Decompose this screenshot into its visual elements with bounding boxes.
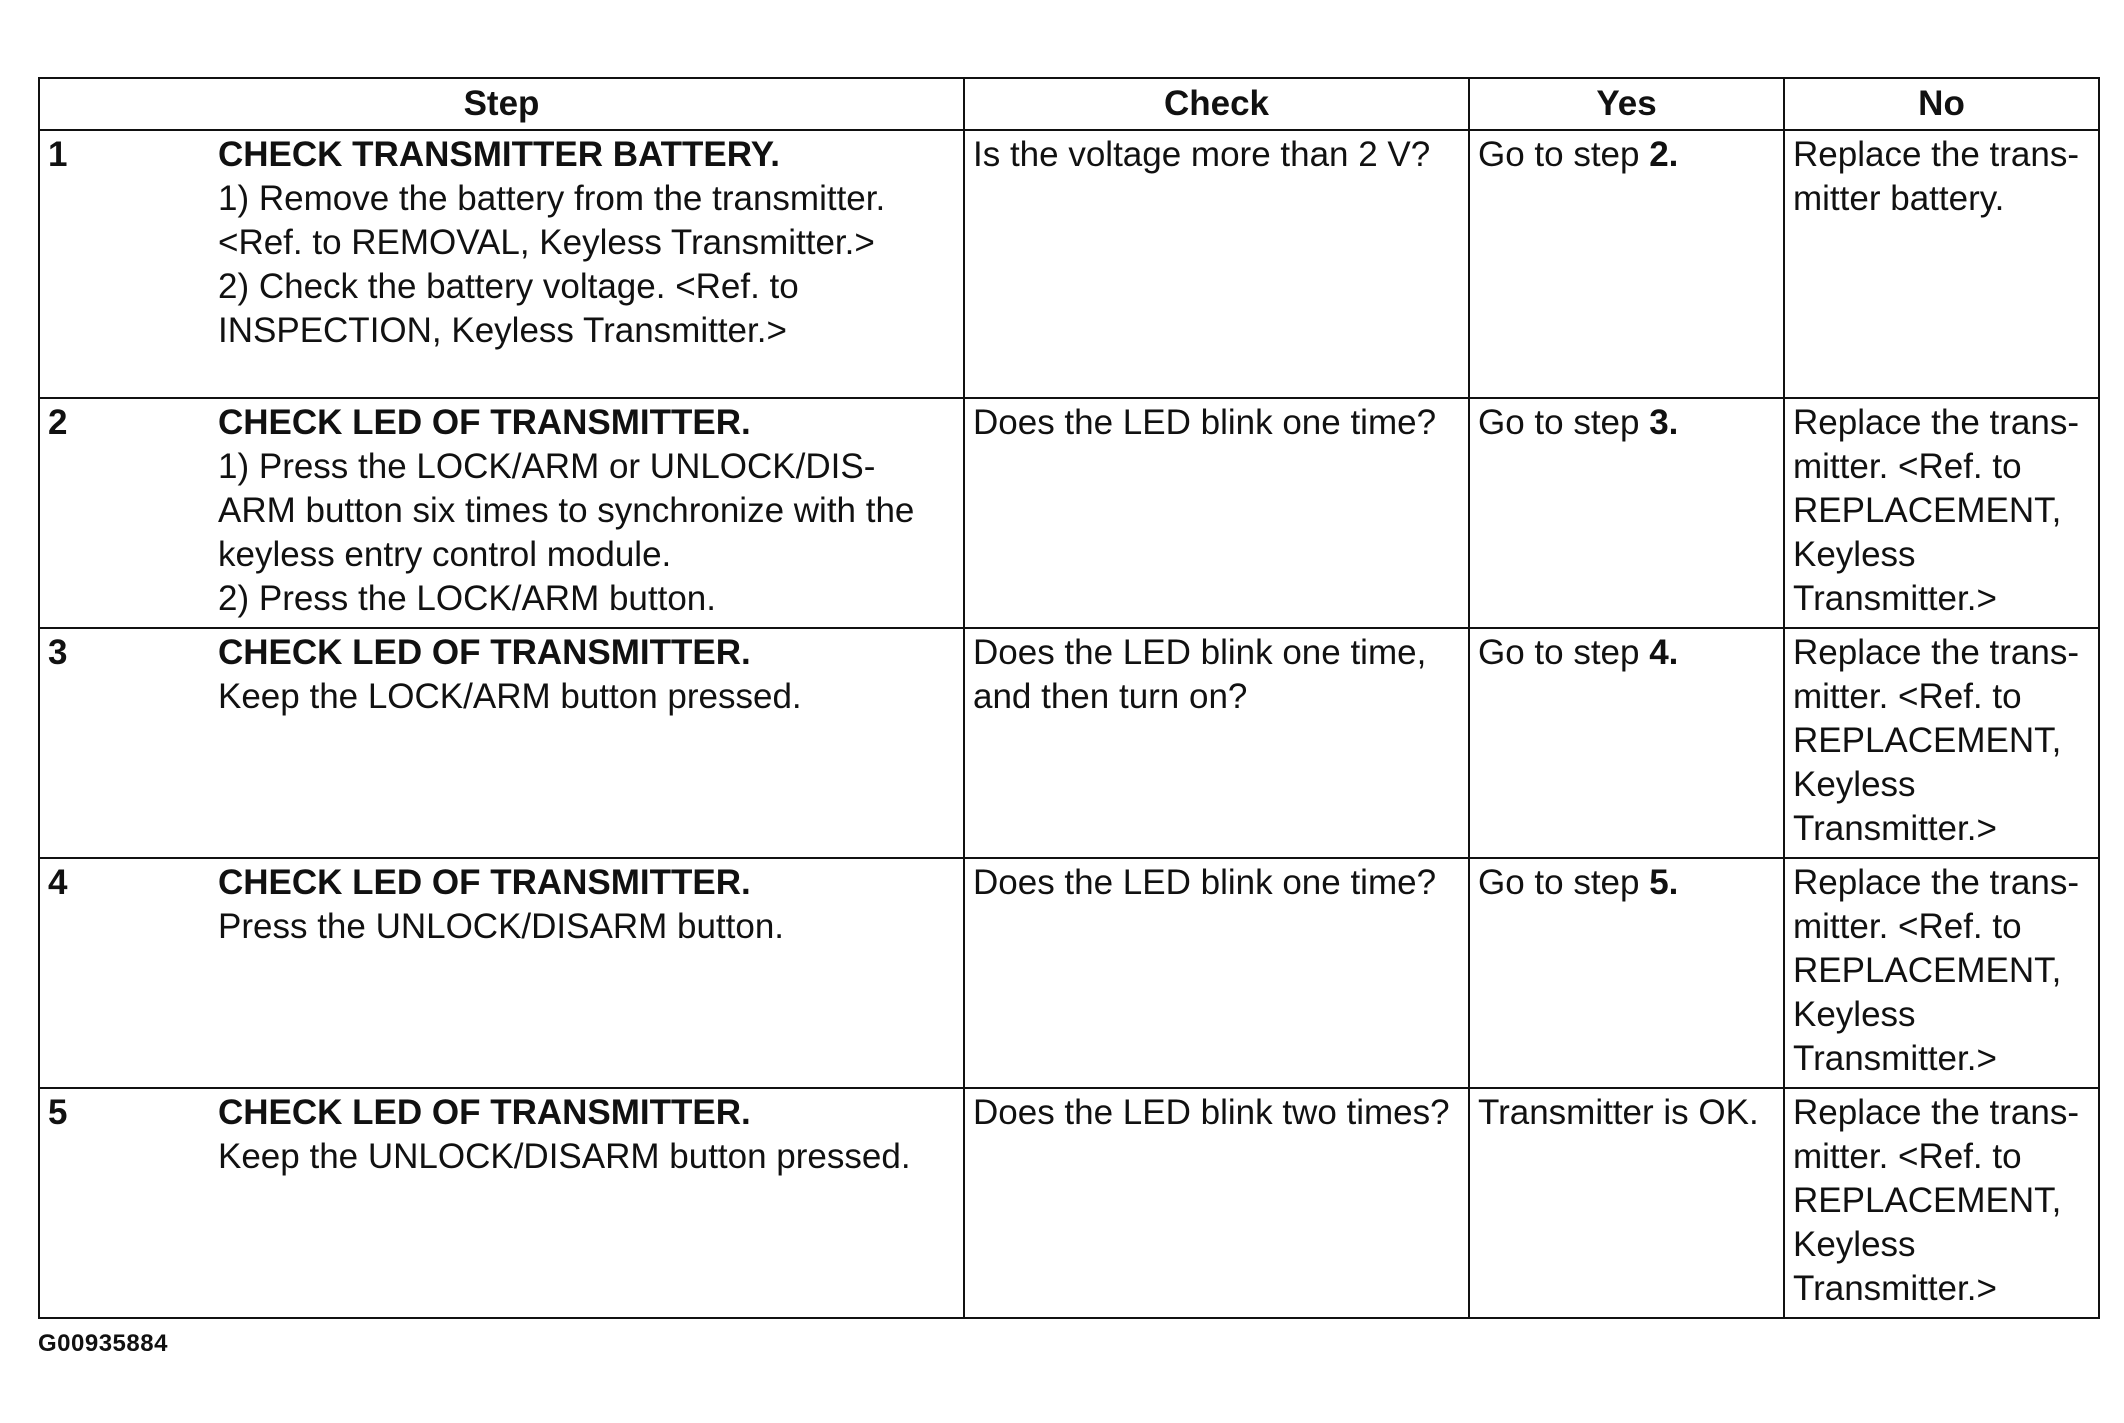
table-row bbox=[39, 628, 2099, 858]
step-instruction: <Ref. to REMOVAL, Keyless Transmitter.> bbox=[218, 223, 875, 262]
step-cell bbox=[39, 130, 964, 398]
step-title: CHECK TRANSMITTER BATTERY. bbox=[218, 135, 780, 174]
no-cell: Replace the trans-mitter battery. bbox=[1784, 130, 2099, 398]
yes-step-ref: 3. bbox=[1649, 403, 1679, 442]
step-cell bbox=[39, 1088, 964, 1318]
step-cell bbox=[39, 628, 964, 858]
no-cell: Replace the trans-mitter. <Ref. to REPLACEMENT, Keyless Transmitter.> bbox=[1784, 858, 2099, 1088]
header-step: Step bbox=[39, 78, 964, 130]
figure-id: G00935884 bbox=[38, 1330, 168, 1357]
yes-cell bbox=[1469, 130, 1784, 398]
step-number: 1 bbox=[48, 135, 68, 174]
yes-text: Go to step bbox=[1478, 135, 1650, 174]
step-instruction: ARM button six times to synchronize with the bbox=[218, 491, 915, 530]
no-cell: Replace the trans-mitter. <Ref. to REPLACEMENT, Keyless Transmitter.> bbox=[1784, 628, 2099, 858]
no-cell: Replace the trans-mitter. <Ref. to REPLACEMENT, Keyless Transmitter.> bbox=[1784, 398, 2099, 628]
step-cell bbox=[39, 858, 964, 1088]
step-instruction: keyless entry control module. bbox=[218, 535, 672, 574]
table-row bbox=[39, 398, 2099, 628]
step-cell bbox=[39, 398, 964, 628]
yes-text: Go to step bbox=[1478, 403, 1650, 442]
yes-text: Go to step bbox=[1478, 863, 1650, 902]
step-number: 5 bbox=[48, 1093, 68, 1132]
table-row bbox=[39, 130, 2099, 398]
step-instruction: 1) Press the LOCK/ARM or UNLOCK/DIS- bbox=[218, 447, 876, 486]
table-row bbox=[39, 858, 2099, 1088]
step-number: 2 bbox=[48, 403, 68, 442]
yes-step-ref: 5. bbox=[1649, 863, 1679, 902]
no-cell: Replace the trans-mitter. <Ref. to REPLACEMENT, Keyless Transmitter.> bbox=[1784, 1088, 2099, 1318]
header-yes: Yes bbox=[1469, 78, 1784, 130]
step-instruction: 1) Remove the battery from the transmitter. bbox=[218, 179, 886, 218]
table-row bbox=[39, 1088, 2099, 1318]
check-cell: Does the LED blink two times? bbox=[964, 1088, 1469, 1318]
header-no: No bbox=[1784, 78, 2099, 130]
step-instruction: Keep the LOCK/ARM button pressed. bbox=[218, 677, 802, 716]
check-cell: Does the LED blink one time, and then turn on? bbox=[964, 628, 1469, 858]
step-instruction: Keep the UNLOCK/DISARM button pressed. bbox=[218, 1137, 911, 1176]
step-title: CHECK LED OF TRANSMITTER. bbox=[218, 633, 751, 672]
header-check: Check bbox=[964, 78, 1469, 130]
check-cell: Is the voltage more than 2 V? bbox=[964, 130, 1469, 398]
step-title: CHECK LED OF TRANSMITTER. bbox=[218, 863, 751, 902]
yes-step-ref: 4. bbox=[1649, 633, 1679, 672]
yes-cell bbox=[1469, 1088, 1784, 1318]
yes-cell bbox=[1469, 398, 1784, 628]
yes-text: Transmitter is OK. bbox=[1478, 1093, 1759, 1132]
check-cell: Does the LED blink one time? bbox=[964, 858, 1469, 1088]
diagnostic-table bbox=[38, 77, 2100, 1319]
step-instruction: 2) Press the LOCK/ARM button. bbox=[218, 579, 716, 618]
step-instruction: 2) Check the battery voltage. <Ref. to bbox=[218, 267, 799, 306]
table-header-row bbox=[39, 78, 2099, 130]
check-cell: Does the LED blink one time? bbox=[964, 398, 1469, 628]
yes-cell bbox=[1469, 628, 1784, 858]
yes-cell bbox=[1469, 858, 1784, 1088]
step-number: 4 bbox=[48, 863, 68, 902]
step-title: CHECK LED OF TRANSMITTER. bbox=[218, 1093, 751, 1132]
yes-text: Go to step bbox=[1478, 633, 1650, 672]
step-number: 3 bbox=[48, 633, 68, 672]
yes-step-ref: 2. bbox=[1649, 135, 1679, 174]
step-instruction: INSPECTION, Keyless Transmitter.> bbox=[218, 311, 787, 350]
step-instruction: Press the UNLOCK/DISARM button. bbox=[218, 907, 785, 946]
step-title: CHECK LED OF TRANSMITTER. bbox=[218, 403, 751, 442]
